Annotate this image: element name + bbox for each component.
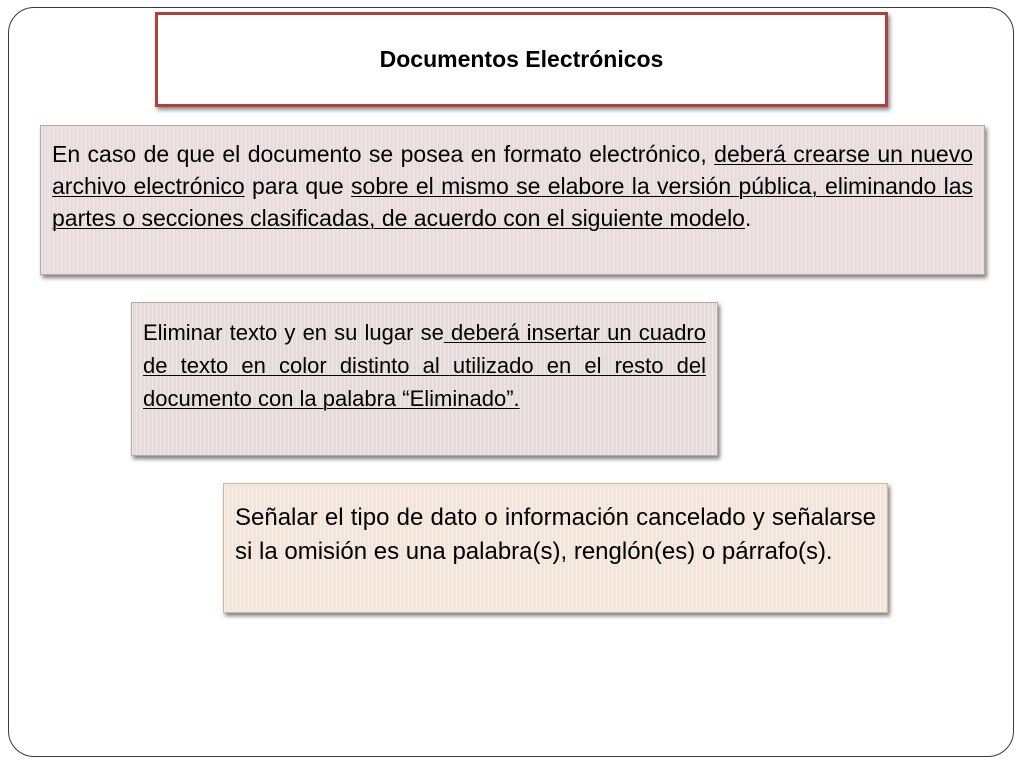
box-one-text-2: para que bbox=[244, 173, 352, 199]
text-box-indicate-data-type bbox=[223, 483, 888, 613]
box-one-text-1: En caso de que el documento se posea en formato electrónico, bbox=[52, 141, 715, 167]
slide-title: Documentos Electrónicos bbox=[379, 46, 664, 72]
box-two-text-1: Eliminar texto y en su lugar se bbox=[143, 320, 444, 345]
box-one-text-3: . bbox=[744, 205, 752, 231]
title-box bbox=[155, 12, 888, 107]
text-box-remove-text bbox=[131, 302, 718, 456]
box-three-text: Señalar el tipo de dato o información cancelado y señalarse si la omisión es una palabra(s), renglón(es) o párrafo(s). bbox=[235, 504, 876, 565]
box-one-underlined-2: sobre el mismo se elabore la versión pública, eliminando las partes o secciones clasificadas, de acuerdo con el siguiente modelo bbox=[52, 173, 973, 231]
box-one-underlined-1: deberá crearse un nuevo archivo electrónico bbox=[52, 141, 974, 199]
text-box-electronic-document bbox=[40, 125, 985, 275]
box-two-underlined-1: deberá insertar un cuadro de texto en color distinto al utilizado en el resto del documento con la palabra “Eliminado”. bbox=[143, 320, 706, 411]
